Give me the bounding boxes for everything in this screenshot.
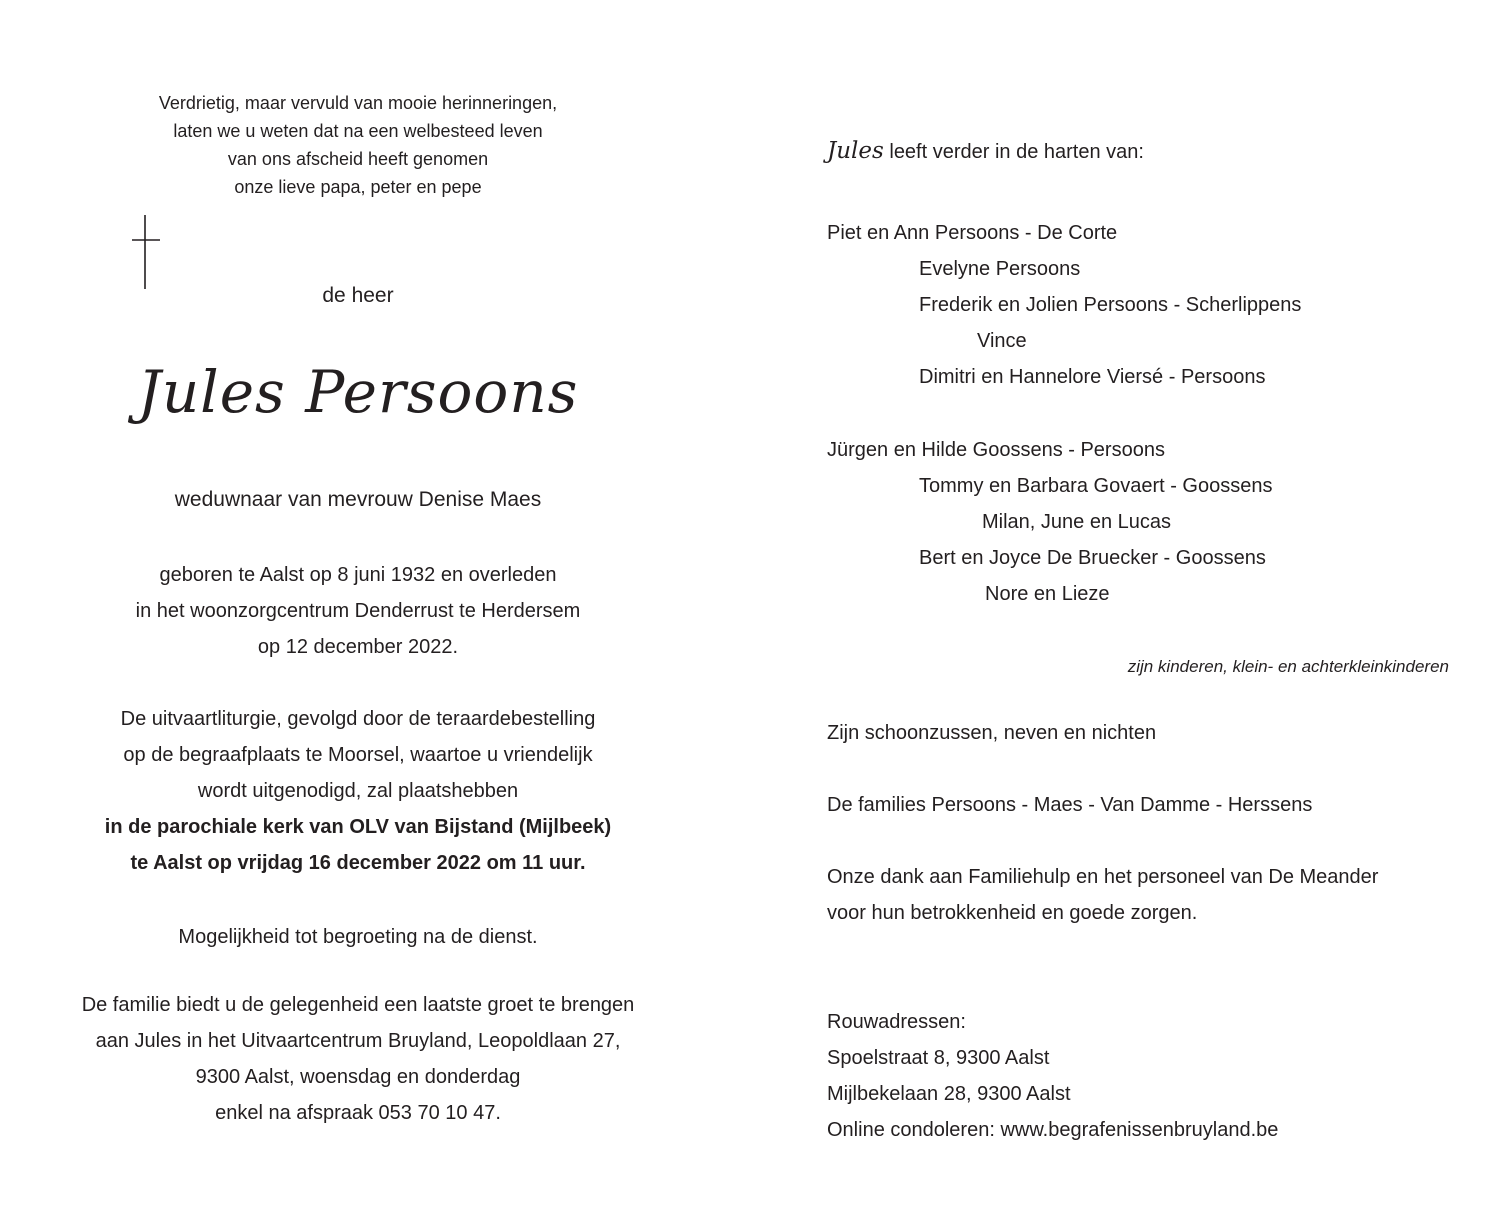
- family-parent: Piet en Ann Persoons - De Corte: [827, 222, 1118, 244]
- visit-info: [0, 987, 716, 1131]
- visit-line: De familie biedt u de gelegenheid een laatste groet te brengen: [81, 994, 635, 1016]
- family-child: Tommy en Barbara Govaert - Goossens: [919, 475, 1273, 497]
- intro-line: laten we u weten dat na een welbesteed leven: [173, 121, 543, 141]
- family-parent: Jürgen en Hilde Goossens - Persoons: [827, 439, 1165, 461]
- intro-line: Verdrietig, maar vervuld van mooie herinneringen,: [158, 93, 558, 113]
- visit-line: enkel na afspraak 053 70 10 47.: [215, 1102, 501, 1124]
- condolence-link[interactable]: Online condoleren: www.begrafenissenbruyland.be: [827, 1119, 1279, 1141]
- funeral-line: wordt uitgenodigd, zal plaatshebben: [197, 780, 519, 802]
- intro-text: [0, 89, 716, 201]
- thanks-line: Onze dank aan Familiehulp en het personeel van De Meander: [827, 866, 1379, 888]
- inlaws-text: Zijn schoonzussen, neven en nichten: [827, 722, 1157, 744]
- thanks-line: voor hun betrokkenheid en goede zorgen.: [827, 902, 1198, 924]
- birth-line: geboren te Aalst op 8 juni 1932 en overleden: [159, 564, 557, 586]
- intro-line: van ons afscheid heeft genomen: [227, 149, 489, 169]
- families-text: De families Persoons - Maes - Van Damme - Herssens: [827, 794, 1313, 816]
- family-grandchild: Vince: [977, 330, 1027, 352]
- address-line: Mijlbekelaan 28, 9300 Aalst: [827, 1083, 1071, 1105]
- addresses-label: Rouwadressen:: [827, 1011, 966, 1033]
- funeral-info: [0, 701, 716, 881]
- salutation: de heer: [322, 284, 394, 307]
- heading-name: Jules: [827, 138, 884, 164]
- family-grandchild: Milan, June en Lucas: [982, 511, 1172, 533]
- greeting-info: Mogelijkheid tot begroeting na de dienst.: [178, 926, 538, 948]
- deceased-name: Jules Persoons: [137, 358, 579, 426]
- family-heading: [827, 138, 1144, 164]
- funeral-date-line: te Aalst op vrijdag 16 december 2022 om 11 uur.: [130, 852, 586, 874]
- family-grandchild: Nore en Lieze: [985, 583, 1110, 605]
- visit-line: aan Jules in het Uitvaartcentrum Bruyland, Leopoldlaan 27,: [95, 1030, 621, 1052]
- family-child: Evelyne Persoons: [919, 258, 1081, 280]
- birth-line: op 12 december 2022.: [257, 636, 459, 658]
- family-caption: zijn kinderen, klein- en achterkleinkinderen: [1127, 657, 1449, 676]
- widower-text: weduwnaar van mevrouw Denise Maes: [174, 488, 542, 511]
- address-line: Spoelstraat 8, 9300 Aalst: [827, 1047, 1050, 1069]
- family-child: Bert en Joyce De Bruecker - Goossens: [919, 547, 1266, 569]
- family-child: Frederik en Jolien Persoons - Scherlippens: [919, 294, 1302, 316]
- visit-line: 9300 Aalst, woensdag en donderdag: [195, 1066, 521, 1088]
- birth-line: in het woonzorgcentrum Denderrust te Herdersem: [135, 600, 581, 622]
- birth-death-info: [0, 557, 716, 665]
- family-child: Dimitri en Hannelore Viersé - Persoons: [919, 366, 1266, 388]
- funeral-location-line: in de parochiale kerk van OLV van Bijstand (Mijlbeek): [104, 816, 612, 838]
- intro-line: onze lieve papa, peter en pepe: [234, 177, 482, 197]
- funeral-line: De uitvaartliturgie, gevolgd door de teraardebestelling: [120, 708, 596, 730]
- funeral-line: op de begraafplaats te Moorsel, waartoe u vriendelijk: [123, 744, 593, 766]
- cross-icon: [131, 215, 161, 289]
- heading-text: leeft verder in de harten van:: [883, 141, 1144, 163]
